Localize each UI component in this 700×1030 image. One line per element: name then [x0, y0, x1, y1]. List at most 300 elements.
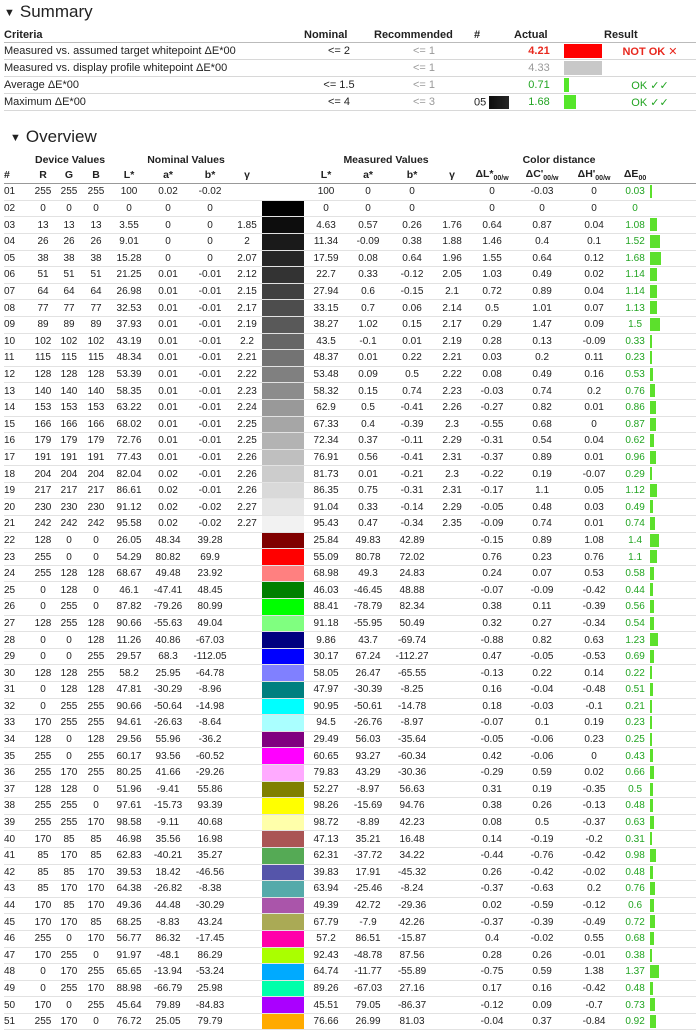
- device-b: 0: [82, 599, 110, 616]
- measured-a: 0.15: [348, 383, 388, 400]
- delta-e: 1.12: [620, 482, 650, 499]
- measured-b: -0.41: [388, 399, 436, 416]
- nominal-a: 0: [148, 250, 188, 267]
- delta-l: -0.37: [468, 449, 516, 466]
- device-g: 170: [56, 764, 82, 781]
- measured-b: 16.48: [388, 831, 436, 848]
- nominal-b: 49.04: [188, 615, 232, 632]
- measured-gamma: [436, 615, 468, 632]
- nominal-l: 86.61: [110, 482, 148, 499]
- delta-h: 0.07: [568, 300, 620, 317]
- measured-a: 0.01: [348, 350, 388, 367]
- nominal-gamma: [232, 831, 262, 848]
- delta-l: -0.04: [468, 1013, 516, 1030]
- delta-e: 0.48: [620, 980, 650, 997]
- overview-row: [4, 997, 696, 1014]
- measured-l: 76.91: [304, 449, 348, 466]
- color-patch: [262, 1014, 304, 1030]
- device-b: 170: [82, 980, 110, 997]
- device-b: 26: [82, 233, 110, 250]
- overview-row: [4, 399, 696, 416]
- nominal-gamma: [232, 731, 262, 748]
- device-r: 255: [30, 798, 56, 815]
- delta-h: -0.53: [568, 648, 620, 665]
- delta-h: -0.42: [568, 582, 620, 599]
- delta-e: 0.66: [620, 764, 650, 781]
- measured-a: 80.78: [348, 549, 388, 566]
- delta-h: 0.02: [568, 764, 620, 781]
- delta-h: 0.16: [568, 366, 620, 383]
- measured-b: -86.37: [388, 997, 436, 1014]
- nominal-l: 37.93: [110, 316, 148, 333]
- nominal-b: 48.45: [188, 582, 232, 599]
- measured-l: 53.48: [304, 366, 348, 383]
- measured-gamma: [436, 200, 468, 217]
- device-r: 89: [30, 316, 56, 333]
- color-patch: [262, 251, 304, 267]
- delta-h: -0.02: [568, 864, 620, 881]
- nominal-gamma: [232, 997, 262, 1014]
- nominal-gamma: [232, 897, 262, 914]
- nominal-a: 0.01: [148, 300, 188, 317]
- nominal-gamma: 2.26: [232, 482, 262, 499]
- device-b: 85: [82, 847, 110, 864]
- delta-e-bar: [650, 882, 655, 895]
- measured-b: -15.87: [388, 930, 436, 947]
- device-g: 170: [56, 881, 82, 898]
- nominal-gamma: 2.17: [232, 300, 262, 317]
- delta-e-bar: [650, 866, 653, 879]
- patch-number: 12: [4, 366, 30, 383]
- overview-row: [4, 897, 696, 914]
- device-r: 170: [30, 715, 56, 732]
- color-patch: [262, 948, 304, 964]
- collapse-triangle-icon[interactable]: ▼: [10, 132, 21, 144]
- device-b: 0: [82, 798, 110, 815]
- delta-h: -0.35: [568, 781, 620, 798]
- nominal-a: 0: [148, 233, 188, 250]
- delta-e-bar-cell: [650, 383, 696, 400]
- patch-swatch: [262, 665, 304, 682]
- device-r: 85: [30, 847, 56, 864]
- patch-number: 48: [4, 964, 30, 981]
- patch-number: 05: [4, 250, 30, 267]
- nominal-gamma: 2.27: [232, 499, 262, 516]
- delta-h: 0.2: [568, 881, 620, 898]
- nominal-a: 0.02: [148, 482, 188, 499]
- patch-swatch: [262, 914, 304, 931]
- delta-e: 1.4: [620, 532, 650, 549]
- nominal-a: 0.01: [148, 433, 188, 450]
- measured-gamma: [436, 864, 468, 881]
- measured-a: -15.69: [348, 798, 388, 815]
- delta-e: 0.87: [620, 416, 650, 433]
- device-b: 255: [82, 665, 110, 682]
- measured-a: 26.99: [348, 1013, 388, 1030]
- delta-h: 0.01: [568, 399, 620, 416]
- patch-swatch: [262, 864, 304, 881]
- delta-e-bar-cell: [650, 914, 696, 931]
- measured-a: 0.01: [348, 466, 388, 483]
- group-device-values: Device Values: [34, 153, 106, 166]
- measured-b: 0.22: [388, 350, 436, 367]
- overview-row: [4, 798, 696, 815]
- delta-e: 1.23: [620, 632, 650, 649]
- patch-swatch: [262, 449, 304, 466]
- delta-c: 0.89: [516, 532, 568, 549]
- overview-section-header[interactable]: [0, 125, 700, 149]
- nominal-a: 0.02: [148, 466, 188, 483]
- delta-e-bar: [650, 700, 652, 713]
- device-r: 255: [30, 930, 56, 947]
- measured-gamma: 2.05: [436, 267, 468, 284]
- patch-swatch: [262, 416, 304, 433]
- summary-section-header[interactable]: [0, 0, 700, 24]
- nominal-b: -30.29: [188, 897, 232, 914]
- device-r: 128: [30, 731, 56, 748]
- device-g: 128: [56, 366, 82, 383]
- delta-l: 0.14: [468, 831, 516, 848]
- color-patch: [262, 549, 304, 565]
- overview-row: [4, 350, 696, 367]
- delta-e-bar: [650, 451, 656, 464]
- nominal-a: 55.96: [148, 731, 188, 748]
- device-r: 85: [30, 864, 56, 881]
- patch-number: 49: [4, 980, 30, 997]
- delta-c: 0.26: [516, 798, 568, 815]
- summary-table: [4, 27, 696, 111]
- delta-l: 0.29: [468, 316, 516, 333]
- delta-e-bar: [650, 285, 657, 298]
- patch-swatch: [262, 632, 304, 649]
- measured-l: 48.37: [304, 350, 348, 367]
- measured-b: -0.41: [388, 449, 436, 466]
- overview-row: [4, 565, 696, 582]
- overview-row: [4, 682, 696, 699]
- device-r: 0: [30, 599, 56, 616]
- delta-l: -0.17: [468, 482, 516, 499]
- delta-h: -0.34: [568, 615, 620, 632]
- delta-e-bar: [650, 733, 652, 746]
- patch-swatch: [262, 964, 304, 981]
- device-g: 89: [56, 316, 82, 333]
- measured-b: 82.34: [388, 599, 436, 616]
- delta-e: 0.6: [620, 897, 650, 914]
- nominal-gamma: 2.12: [232, 267, 262, 284]
- device-g: 64: [56, 283, 82, 300]
- delta-h: 0.04: [568, 217, 620, 234]
- device-b: 128: [82, 615, 110, 632]
- measured-a: 56.03: [348, 731, 388, 748]
- measured-l: 90.95: [304, 698, 348, 715]
- delta-l: 0.31: [468, 781, 516, 798]
- delta-l-label: ΔL*: [475, 168, 494, 181]
- patch-swatch: [262, 764, 304, 781]
- measured-gamma: 1.76: [436, 217, 468, 234]
- measured-gamma: [436, 184, 468, 201]
- color-patch: [262, 184, 304, 200]
- nominal-gamma: 2.21: [232, 350, 262, 367]
- delta-e: 0.23: [620, 350, 650, 367]
- actual-bar: [564, 78, 569, 92]
- measured-a: 0.5: [348, 399, 388, 416]
- collapse-triangle-icon[interactable]: ▼: [4, 7, 15, 19]
- nominal-b: 80.99: [188, 599, 232, 616]
- measured-b: 27.16: [388, 980, 436, 997]
- nominal-gamma: [232, 615, 262, 632]
- measured-a: -7.9: [348, 914, 388, 931]
- nominal-b: -8.96: [188, 682, 232, 699]
- color-patch: [262, 367, 304, 383]
- patch-number: 46: [4, 930, 30, 947]
- delta-e: 0.69: [620, 648, 650, 665]
- delta-c: 0.59: [516, 964, 568, 981]
- delta-e-bar-cell: [650, 964, 696, 981]
- delta-h: 0.11: [568, 350, 620, 367]
- color-patch: [262, 782, 304, 798]
- delta-e: 0.31: [620, 831, 650, 848]
- measured-a: 49.83: [348, 532, 388, 549]
- measured-a: 0.37: [348, 433, 388, 450]
- delta-l: -0.09: [468, 516, 516, 533]
- nominal-gamma: 1.85: [232, 217, 262, 234]
- delta-e-bar-cell: [650, 599, 696, 616]
- color-patch: [262, 300, 304, 316]
- device-b: 255: [82, 764, 110, 781]
- summary-criteria: Average ΔE*00: [4, 77, 304, 94]
- delta-e-bar: [650, 617, 654, 630]
- overview-row: [4, 881, 696, 898]
- delta-l: 0.28: [468, 947, 516, 964]
- delta-e-bar: [650, 301, 657, 314]
- delta-e: 0.63: [620, 814, 650, 831]
- measured-l: 67.33: [304, 416, 348, 433]
- measured-gamma: 2.3: [436, 466, 468, 483]
- measured-b: -14.78: [388, 698, 436, 715]
- delta-e-bar: [650, 434, 654, 447]
- patch-swatch: [262, 433, 304, 450]
- device-g: 217: [56, 482, 82, 499]
- delta-h: 0.1: [568, 233, 620, 250]
- delta-l: -0.12: [468, 997, 516, 1014]
- delta-h: -0.12: [568, 897, 620, 914]
- delta-e-label: ΔE: [623, 168, 639, 181]
- delta-c: -0.39: [516, 914, 568, 931]
- measured-l: 81.73: [304, 466, 348, 483]
- nominal-gamma: 2.25: [232, 433, 262, 450]
- measured-a: -30.39: [348, 682, 388, 699]
- overview-row: [4, 267, 696, 284]
- delta-e-bar-cell: [650, 267, 696, 284]
- summary-actual-visual: [564, 94, 604, 111]
- measured-gamma: [436, 814, 468, 831]
- measured-b: 0.15: [388, 316, 436, 333]
- delta-e-bar: [650, 418, 656, 431]
- nominal-b: -67.03: [188, 632, 232, 649]
- patch-number: 02: [4, 200, 30, 217]
- color-patch: [262, 699, 304, 715]
- device-r: 38: [30, 250, 56, 267]
- nominal-gamma: [232, 914, 262, 931]
- measured-a: 0.4: [348, 416, 388, 433]
- nominal-l: 0: [110, 200, 148, 217]
- summary-actual: 4.21: [514, 43, 564, 60]
- delta-e: 1.13: [620, 300, 650, 317]
- color-patch: [262, 981, 304, 997]
- measured-l: 60.65: [304, 748, 348, 765]
- nominal-a: 0.02: [148, 499, 188, 516]
- measured-gamma: 2.22: [436, 366, 468, 383]
- delta-c: 0.89: [516, 283, 568, 300]
- measured-gamma: [436, 980, 468, 997]
- delta-e: 0.72: [620, 914, 650, 931]
- delta-h: 0.14: [568, 665, 620, 682]
- patch-number: 07: [4, 283, 30, 300]
- device-b: 170: [82, 930, 110, 947]
- nominal-gamma: 2.24: [232, 399, 262, 416]
- nominal-gamma: [232, 864, 262, 881]
- nominal-l: 29.57: [110, 648, 148, 665]
- delta-e: 1.52: [620, 233, 650, 250]
- nominal-l: 91.97: [110, 947, 148, 964]
- nominal-a: 0.01: [148, 399, 188, 416]
- nominal-l: 32.53: [110, 300, 148, 317]
- delta-e-bar-cell: [650, 200, 696, 217]
- nominal-a: -9.41: [148, 781, 188, 798]
- patch-swatch: [262, 980, 304, 997]
- measured-a: 49.3: [348, 565, 388, 582]
- measured-a: 0: [348, 200, 388, 217]
- delta-e: 1.68: [620, 250, 650, 267]
- summary-row: [4, 94, 696, 111]
- col-nominal-gamma: γ: [232, 168, 262, 184]
- delta-e-bar: [650, 401, 656, 414]
- summary-hash: [474, 60, 514, 77]
- patch-number: 17: [4, 449, 30, 466]
- color-patch: [262, 881, 304, 897]
- nominal-gamma: [232, 565, 262, 582]
- measured-b: 0.64: [388, 250, 436, 267]
- patch-number: 26: [4, 599, 30, 616]
- device-r: 170: [30, 947, 56, 964]
- overview-row: [4, 233, 696, 250]
- color-patch: [262, 350, 304, 366]
- nominal-b: -0.02: [188, 499, 232, 516]
- device-b: 191: [82, 449, 110, 466]
- device-r: 115: [30, 350, 56, 367]
- measured-a: -0.1: [348, 333, 388, 350]
- nominal-l: 88.98: [110, 980, 148, 997]
- delta-l: 0: [468, 200, 516, 217]
- nominal-l: 90.66: [110, 615, 148, 632]
- measured-l: 38.27: [304, 316, 348, 333]
- delta-l: -0.07: [468, 582, 516, 599]
- overview-row: [4, 599, 696, 616]
- nominal-l: 87.82: [110, 599, 148, 616]
- patch-swatch: [262, 200, 304, 217]
- device-b: 128: [82, 682, 110, 699]
- nominal-l: 82.04: [110, 466, 148, 483]
- nominal-b: 0: [188, 200, 232, 217]
- patch-swatch: [262, 482, 304, 499]
- color-patch: [262, 599, 304, 615]
- group-color-distance: Color distance: [522, 153, 596, 166]
- col-delta-e-bar: [650, 168, 696, 184]
- device-b: 85: [82, 831, 110, 848]
- measured-b: 0.01: [388, 333, 436, 350]
- overview-row: [4, 250, 696, 267]
- col-delta-c: [516, 168, 568, 184]
- delta-l: -0.75: [468, 964, 516, 981]
- summary-result: NOT OK ✕: [604, 43, 696, 60]
- measured-l: 58.05: [304, 665, 348, 682]
- patch-number: 21: [4, 516, 30, 533]
- patch-swatch: [262, 333, 304, 350]
- measured-a: 93.27: [348, 748, 388, 765]
- patch-number: 50: [4, 997, 30, 1014]
- delta-l: 0.38: [468, 599, 516, 616]
- summary-nominal: <= 2: [304, 43, 374, 60]
- delta-e-bar-cell: [650, 184, 696, 201]
- delta-l: -0.03: [468, 383, 516, 400]
- nominal-a: -13.94: [148, 964, 188, 981]
- color-patch: [262, 649, 304, 665]
- patch-swatch: [262, 947, 304, 964]
- patch-number: 25: [4, 582, 30, 599]
- nominal-l: 54.29: [110, 549, 148, 566]
- actual-bar: [564, 95, 576, 109]
- delta-e-bar: [650, 716, 652, 729]
- delta-h: 0.09: [568, 316, 620, 333]
- patch-swatch: [262, 897, 304, 914]
- color-patch: [262, 234, 304, 250]
- nominal-a: 79.89: [148, 997, 188, 1014]
- patch-number: 33: [4, 715, 30, 732]
- delta-e-bar: [650, 252, 661, 265]
- measured-a: -50.61: [348, 698, 388, 715]
- patch-swatch: [262, 267, 304, 284]
- color-patch: [262, 865, 304, 881]
- nominal-a: 86.32: [148, 930, 188, 947]
- summary-result: [604, 60, 696, 77]
- patch-number: 03: [4, 217, 30, 234]
- overview-row: [4, 466, 696, 483]
- overview-row: [4, 1013, 696, 1030]
- overview-row: [4, 914, 696, 931]
- measured-b: -45.32: [388, 864, 436, 881]
- device-g: 230: [56, 499, 82, 516]
- nominal-gamma: [232, 665, 262, 682]
- delta-e-bar: [650, 683, 653, 696]
- overview-row: [4, 383, 696, 400]
- delta-l: -0.13: [468, 665, 516, 682]
- nominal-l: 63.22: [110, 399, 148, 416]
- device-r: 128: [30, 665, 56, 682]
- device-g: 191: [56, 449, 82, 466]
- overview-row: [4, 864, 696, 881]
- measured-gamma: 2.31: [436, 482, 468, 499]
- measured-a: 43.7: [348, 632, 388, 649]
- nominal-gamma: [232, 847, 262, 864]
- measured-a: -37.72: [348, 847, 388, 864]
- delta-h: -0.49: [568, 914, 620, 931]
- measured-l: 47.97: [304, 682, 348, 699]
- nominal-b: -0.02: [188, 184, 232, 201]
- delta-h: 0.01: [568, 516, 620, 533]
- color-patch: [262, 831, 304, 847]
- measured-a: -46.45: [348, 582, 388, 599]
- delta-h: 0: [568, 748, 620, 765]
